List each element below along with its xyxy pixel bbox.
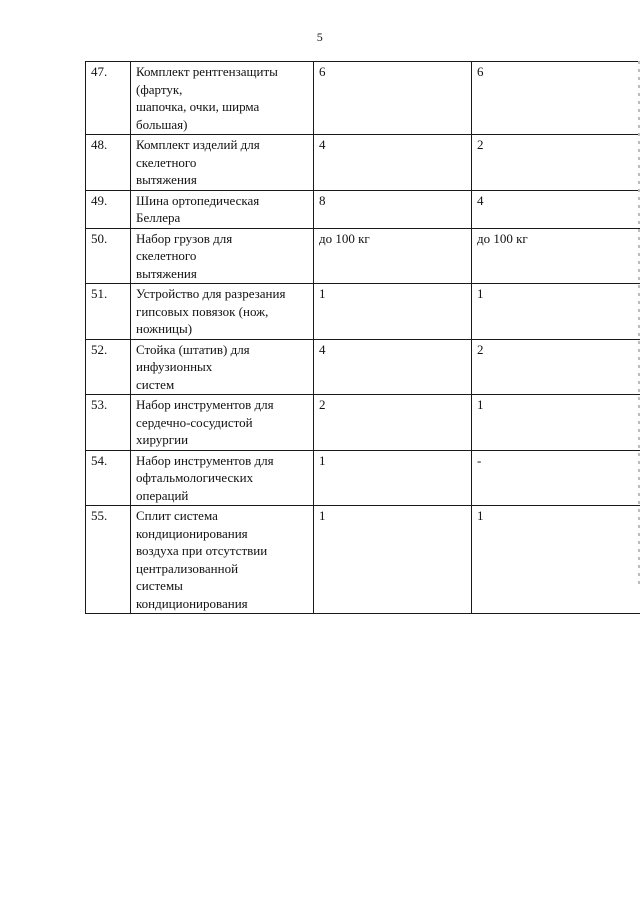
row-number: 50. — [86, 228, 131, 284]
table-row — [86, 284, 640, 340]
quantity-secondary: 1 — [472, 284, 640, 340]
item-name: Набор инструментов для офтальмологических операций — [131, 450, 314, 506]
quantity-secondary: до 100 кг — [472, 228, 640, 284]
quantity-secondary: 2 — [472, 339, 640, 395]
row-number: 47. — [86, 62, 131, 135]
table-row — [86, 190, 640, 228]
quantity-primary: 6 — [314, 62, 472, 135]
row-number: 49. — [86, 190, 131, 228]
quantity-primary: до 100 кг — [314, 228, 472, 284]
row-number: 48. — [86, 135, 131, 191]
table-row — [86, 339, 640, 395]
table-row — [86, 62, 640, 135]
quantity-primary: 4 — [314, 339, 472, 395]
table-row — [86, 135, 640, 191]
table-row — [86, 228, 640, 284]
item-name: Набор грузов для скелетного вытяжения — [131, 228, 314, 284]
quantity-primary: 1 — [314, 450, 472, 506]
quantity-secondary: 6 — [472, 62, 640, 135]
item-name: Комплект рентгензащиты (фартук, шапочка, очки, ширма большая) — [131, 62, 314, 135]
quantity-primary: 2 — [314, 395, 472, 451]
row-number: 51. — [86, 284, 131, 340]
row-number: 54. — [86, 450, 131, 506]
row-number: 53. — [86, 395, 131, 451]
table-row — [86, 395, 640, 451]
row-number: 55. — [86, 506, 131, 614]
quantity-primary: 8 — [314, 190, 472, 228]
item-name: Комплект изделий для скелетного вытяжения — [131, 135, 314, 191]
item-name: Сплит система кондиционирования воздуха при отсутствии централизованной системы кондиционирования — [131, 506, 314, 614]
quantity-secondary: - — [472, 450, 640, 506]
quantity-secondary: 4 — [472, 190, 640, 228]
page-number: 5 — [316, 30, 324, 44]
quantity-secondary: 2 — [472, 135, 640, 191]
item-name: Шина ортопедическая Беллера — [131, 190, 314, 228]
item-name: Набор инструментов для сердечно-сосудистой хирургии — [131, 395, 314, 451]
quantity-secondary: 1 — [472, 395, 640, 451]
equipment-table — [85, 61, 640, 614]
table-row — [86, 450, 640, 506]
quantity-primary: 1 — [314, 506, 472, 614]
item-name: Стойка (штатив) для инфузионных систем — [131, 339, 314, 395]
row-number: 52. — [86, 339, 131, 395]
quantity-primary: 1 — [314, 284, 472, 340]
quantity-secondary: 1 — [472, 506, 640, 614]
item-name: Устройство для разрезания гипсовых повязок (нож, ножницы) — [131, 284, 314, 340]
table-row — [86, 506, 640, 614]
quantity-primary: 4 — [314, 135, 472, 191]
